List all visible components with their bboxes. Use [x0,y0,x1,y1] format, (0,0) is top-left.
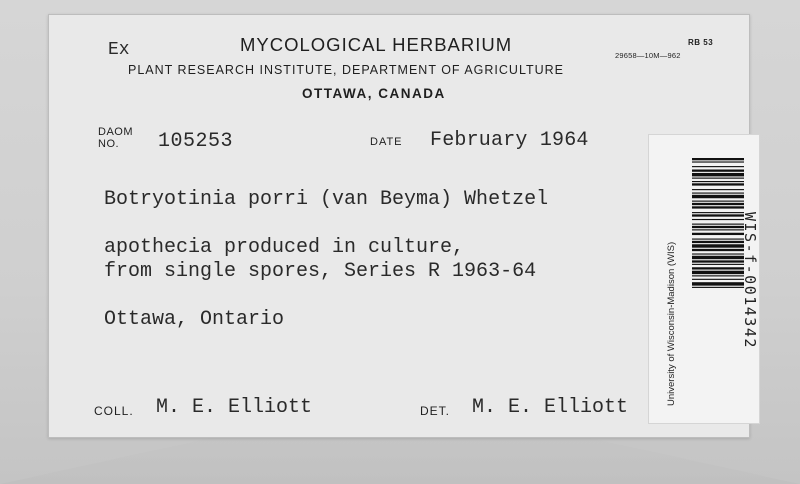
notes-line-1: apothecia produced in culture, [104,236,465,259]
ex-mark: Ex [108,40,130,60]
barcode-bar [692,229,744,230]
barcode-bar [692,287,744,288]
barcode-bar [692,239,744,240]
barcode-bar [692,189,744,190]
barcode-card [648,134,760,424]
barcode-bar [692,256,744,259]
locality: Ottawa, Ontario [104,308,285,331]
barcode-bar [692,224,744,225]
determiner-label: DET. [420,404,451,418]
institute-name: PLANT RESEARCH INSTITUTE, DEPARTMENT OF AGRICULTURE [128,63,565,77]
barcode-id: WIS-f-0014342 [741,212,759,349]
daom-label [98,126,133,150]
barcode-bar [692,275,744,276]
barcode-bar [692,226,744,228]
barcode-bar [692,170,744,172]
herbarium-label [48,14,750,438]
herbarium-title: MYCOLOGICAL HERBARIUM [240,34,513,55]
barcode-bar [692,181,744,182]
barcode-bar [692,214,744,216]
barcode-bar [692,260,744,262]
daom-number: 105253 [158,130,234,153]
barcode-bar [692,244,744,247]
print-code: 29658—10M—962 [615,51,681,60]
barcode-bar [692,241,744,243]
date-label: DATE [370,136,403,148]
date-value: February 1964 [430,129,589,152]
collector-label: COLL. [94,404,134,418]
barcode-bar [692,173,744,176]
determiner-name: M. E. Elliott [472,396,629,419]
barcode-bar [692,264,744,265]
barcode [692,158,744,394]
daom-label-line-1: DAOM [98,126,133,138]
barcode-bar [692,193,744,194]
barcode-bar [692,279,744,280]
barcode-bar [692,271,744,274]
barcode-bar [692,249,744,251]
barcode-bar [692,178,744,179]
city-name: OTTAWA, CANADA [302,86,446,101]
barcode-bar [692,282,744,285]
barcode-bar [692,158,744,160]
barcode-bar [692,166,744,167]
barcode-bar [692,212,744,213]
barcode-bar [692,219,744,220]
barcode-bar [692,203,744,205]
collector-name: M. E. Elliott [156,396,313,419]
form-code: RB 53 [688,38,714,47]
barcode-bar [692,195,744,198]
barcode-bar [692,253,744,254]
barcode-bar [692,206,744,208]
barcode-bar [692,233,744,235]
barcode-bar [692,201,744,202]
notes-line-2: from single spores, Series R 1963-64 [104,260,537,283]
species-name: Botryotinia porri (van Beyma) Whetzel [104,188,549,211]
barcode-bar [692,183,744,185]
barcode-bar [692,161,744,162]
daom-label-line-2: NO. [98,138,120,150]
barcode-institution: University of Wisconsin-Madison (WIS) [666,241,677,406]
barcode-bar [692,267,744,269]
